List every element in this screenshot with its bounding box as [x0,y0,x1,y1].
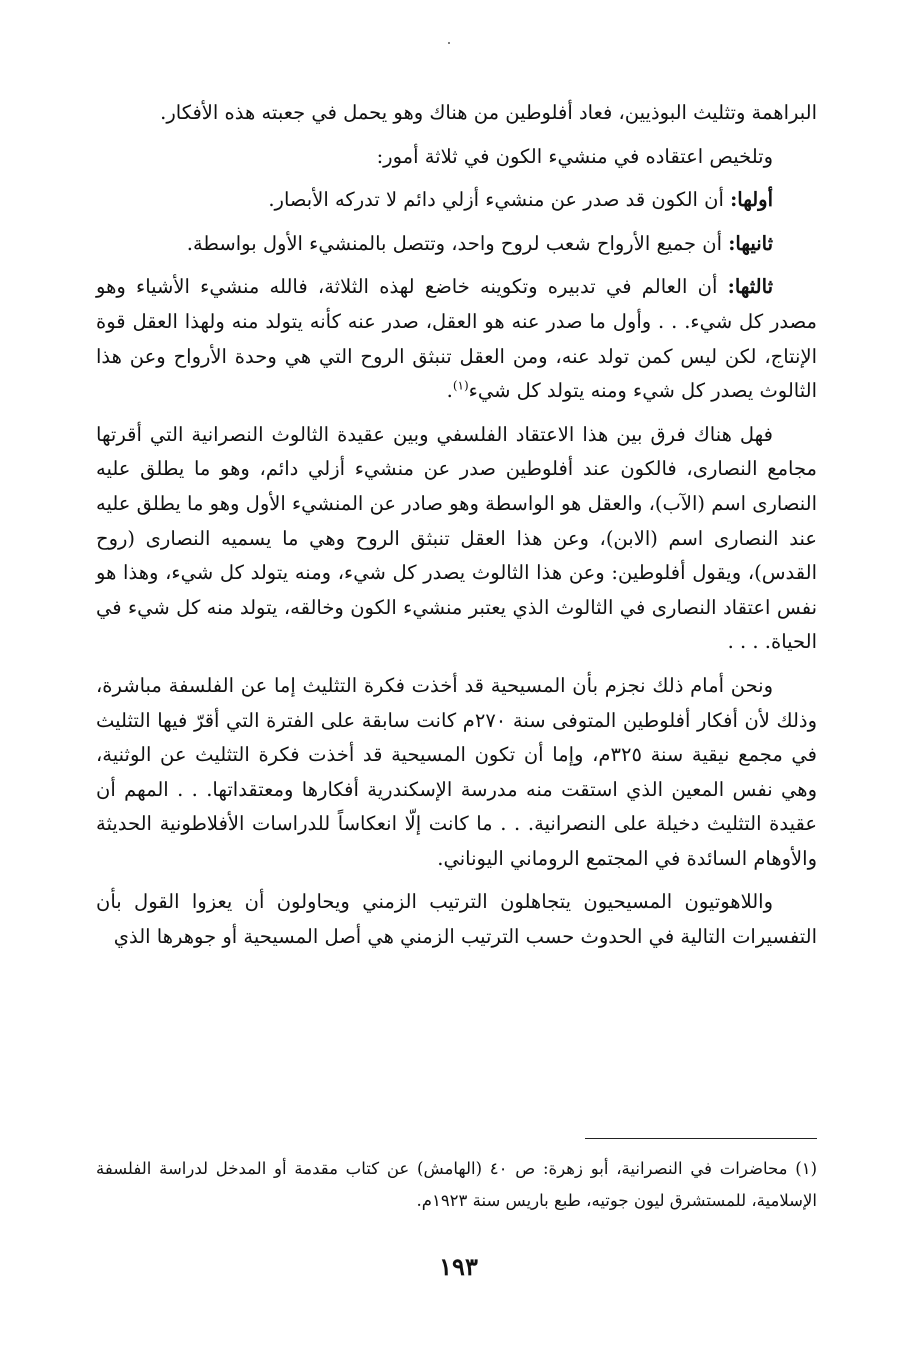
paragraph-summary-intro: وتلخيص اعتقاده في منشيء الكون في ثلاثة أمور: [376,144,773,168]
second-point-label: ثانيها: [728,231,773,255]
paragraph-first-point [96,183,817,218]
first-point-text: أن الكون قد صدر عن منشيء أزلي دائم لا تدركه الأبصار. [268,188,731,212]
page-number: ١٩٣ [439,1252,478,1281]
paragraph-third-point [96,270,817,408]
third-point-text: أن العالم في تدبيره وتكوينه خاضع لهذه الثلاثة، فالله منشيء الأشياء وهو مصدر كل شيء. . . وأول ما صدر عنه هو العقل، صدر عنه كأنه يتولد منه ولهذا العقل قوة الإنتاج، لكن ليس كمن تولد عنه، ومن العقل تنبثق الروح التي هي وحدة الأرواح وعن هذا الثالوث يصدر كل شيء ومنه يتولد كل شيء [96,275,817,403]
body-text [96,96,817,964]
scan-speck [448,42,450,44]
third-point-end: . [446,379,453,403]
footnote-reference: (١) [452,378,469,393]
paragraph-continuation: البراهمة وتثليث البوذيين، فعاد أفلوطين من هناك وهو يحمل في جعبته هذه الأفكار. [160,101,817,124]
first-point-label: أولها: [730,188,773,212]
second-point-text: أن جميع الأرواح شعب لروح واحد، وتتصل بالمنشيء الأول بواسطة. [186,231,729,255]
footnote: (١) محاضرات في النصرانية، أبو زهرة: ص ٤٠ (الهامش) عن كتاب مقدمة أو المدخل لدراسة الفلسفة الإسلامية، للمستشرق ليون جوتيه، طبع باريس سنة ١٩٢٣م. [96,1159,817,1210]
paragraph-comparison: فهل هناك فرق بين هذا الاعتقاد الفلسفي وبين عقيدة الثالوث النصرانية التي أقرتها مجامع النصارى، فالكون عند أفلوطين صدر عن منشيء أزلي دائم، وهو ما يطلق عليه النصارى اسم (الآب)، والعقل هو الواسطة وهو صادر عن المنشيء الأول وهو ما يطلق عليه عند النصارى اسم (الابن)، وعن هذا العقل تنبثق الروح وهي ما يسميه النصارى (روح القدس)، ويقول أفلوطين: وعن هذا الثالوث يصدر كل شيء، ومنه يتولد كل شيء، وهذا هو نفس اعتقاد النصارى في الثالوث الذي يعتبر منشيء الكون وخالقه، يتولد منه كل شيء في الحياة. . . . [96,422,817,654]
paragraph-second-point [96,227,817,262]
paragraph-theologians: واللاهوتيون المسيحيون يتجاهلون الترتيب الزمني ويحاولون أن يعزوا القول بأن التفسيرات التالية في الحدوث حسب الترتيب الزمني هي أصل المسيحية أو جوهرها الذي [96,890,817,949]
third-point-label: ثالثها: [727,275,773,299]
paragraph-conclusion: ونحن أمام ذلك نجزم بأن المسيحية قد أخذت فكرة التثليث إما عن الفلسفة مباشرة، وذلك لأن أفكار أفلوطين المتوفى سنة ٢٧٠م كانت سابقة على الفترة التي أقرّ فيها التثليث في مجمع نيقية سنة ٣٢٥م، وإما أن تكون المسيحية قد أخذت فكرة التثليث عن الوثنية، وهي نفس المعين الذي استقت منه مدرسة الإسكندرية أفكارها ومعتقداتها. . . المهم أن عقيدة التثليث دخيلة على النصرانية. . . ما كانت إلّا انعكاساً للدراسات الأفلاطونية الحديثة والأوهام السائدة في المجتمع الروماني اليوناني. [96,673,818,870]
footnote-divider [585,1138,817,1139]
